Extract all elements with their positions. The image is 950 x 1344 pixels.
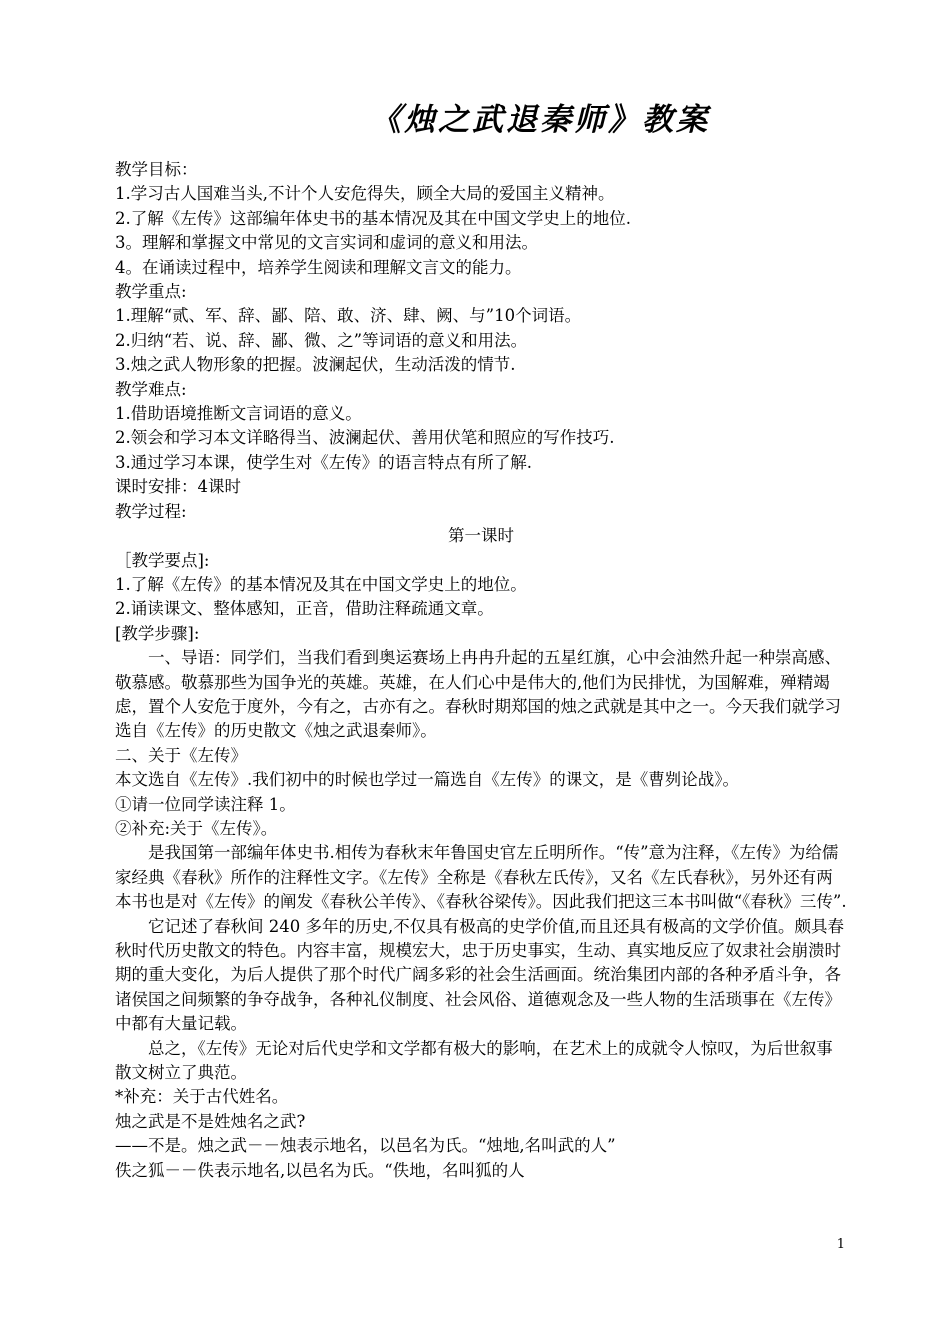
text-line: *补充：关于古代姓名。	[115, 1087, 289, 1107]
text-line: 2.归纳“若、说、辞、鄙、微、之”等词语的意义和用法。	[115, 330, 528, 350]
text-line: 本文选自《左传》.我们初中的时候也学过一篇选自《左传》的课文，是《曹刿论战》。	[115, 770, 739, 790]
text-line: 1.理解“贰、军、辞、鄙、陪、敢、济、肆、阙、与”10个词语。	[115, 306, 582, 326]
text-line: ②补充:关于《左传》。	[115, 818, 278, 838]
text-line: 课时安排：4课时	[115, 477, 241, 497]
text-line: 佚之狐－－佚表示地名,以邑名为氏。“佚地，名叫狐的人	[115, 1160, 525, 1180]
text-line: 1.了解《左传》的基本情况及其在中国文学史上的地位。	[115, 574, 527, 594]
text-line: ——不是。烛之武－－烛表示地名，以邑名为氏。“烛地,名叫武的人”	[115, 1136, 616, 1156]
paragraph-zuozhuan-3: 总之，《左传》无论对后代史学和文学都有极大的影响，在艺术上的成就令人惊叹，为后世叙事散文树立了典范。	[115, 1038, 833, 1083]
text-line: 1.借助语境推断文言词语的意义。	[115, 404, 362, 424]
document-title: 《烛之武退秦师》教案	[370, 102, 710, 138]
text-line: 2.诵读课文、整体感知，正音，借助注释疏通文章。	[115, 599, 494, 619]
text-line: ①请一位同学读注释 1。	[115, 794, 296, 814]
text-line: 教学难点:	[115, 379, 187, 399]
text-line: [教学步骤]:	[115, 623, 200, 643]
paragraph-intro: 一、导语：同学们，当我们看到奥运赛场上冉冉升起的五星红旗，心中会油然升起一种崇高感、敬慕感。敬慕那些为国争光的英雄。英雄，在人们心中是伟大的,他们为民排忧，为国解难，殚精竭虑，置个人安危于度外，今有之，古亦有之。春秋时期郑国的烛之武就是其中之一。今天我们就学习选自《左传》的历史散文《烛之武退秦师》。	[115, 648, 841, 741]
page-number: 1	[836, 1237, 845, 1252]
paragraph-zuozhuan-2: 它记述了春秋间 240 多年的历史,不仅具有极高的史学价值,而且还具有极高的文学价值。颇具春秋时代历史散文的特色。内容丰富，规模宏大，忠于历史事实，生动、真实地反应了奴隶社会崩溃时期的重大变化，为后人提供了那个时代广阔多彩的社会生活画面。统治集团内部的各种矛盾斗争，各诸侯国之间频繁的争夺战争，各种礼仪制度、社会风俗、道德观念及一些人物的生活琐事在《左传》中都有大量记载。	[115, 916, 844, 1034]
text-line: 3。理解和掌握文中常见的文言实词和虚词的意义和用法。	[115, 233, 538, 253]
section-heading: 第一课时	[448, 526, 514, 546]
text-line: 3.通过学习本课，使学生对《左传》的语言特点有所了解.	[115, 452, 532, 472]
document-body	[115, 158, 847, 1183]
text-line: ［教学要点]:	[115, 550, 210, 570]
text-line: 2.了解《左传》这部编年体史书的基本情况及其在中国文学史上的地位.	[115, 208, 631, 228]
text-line: 教学目标：	[115, 160, 198, 179]
text-line: 教学重点:	[115, 282, 187, 302]
text-line: 烛之武是不是姓烛名之武?	[115, 1111, 306, 1131]
paragraph-zuozhuan-1: 是我国第一部编年体史书.相传为春秋末年鲁国史官左丘明所作。“传”意为注释，《左传》为给儒家经典《春秋》所作的注释性文字。《左传》全称是《春秋左氏传》，又名《左氏春秋》，另外还有两本书也是对《左传》的阐发《春秋公羊传》、《春秋谷梁传》。因此我们把这三本书叫做“《春秋》三传”.	[115, 843, 847, 912]
text-line: 教学过程:	[115, 501, 187, 521]
text-line: 1.学习古人国难当头,不计个人安危得失，顾全大局的爱国主义精神。	[115, 184, 615, 204]
text-line: 3.烛之武人物形象的把握。波澜起伏，生动活泼的情节.	[115, 355, 516, 375]
text-line: 4。在诵读过程中，培养学生阅读和理解文言文的能力。	[115, 257, 522, 277]
text-line: 2.领会和学习本文详略得当、波澜起伏、善用伏笔和照应的写作技巧.	[115, 428, 615, 448]
text-line: 二、关于《左传》	[115, 745, 247, 765]
